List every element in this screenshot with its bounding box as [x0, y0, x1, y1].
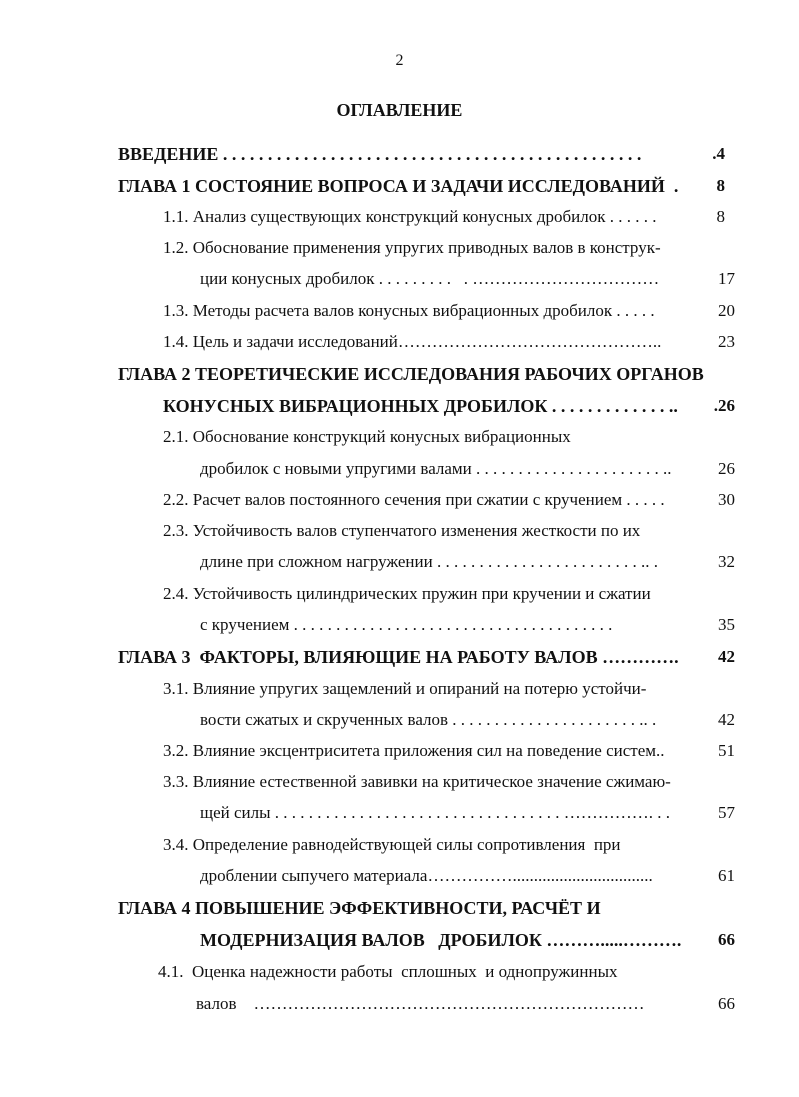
- toc-intro-page: .4: [712, 144, 725, 163]
- toc-section-4-1-line1: 4.1. Оценка надежности работы сплошных и однопружинных: [158, 962, 618, 981]
- toc-section-2-3-line2: длине при сложном нагружении . . . . . . . . . . . . . . . . . . . . . . . . .. .: [200, 552, 658, 571]
- toc-section-1-4-page: 23: [718, 332, 735, 351]
- toc-intro: ВВЕДЕНИЕ . . . . . . . . . . . . . . . . . . . . . . . . . . . . . . . . . . . . . . . . . . . . . . .: [118, 144, 642, 164]
- toc-section-3-4-line2: дроблении сыпучего материала…………….................................: [200, 866, 653, 885]
- toc-chapter-4-line2: МОДЕРНИЗАЦИЯ ВАЛОВ ДРОБИЛОК ……….....……….: [200, 930, 682, 950]
- toc-section-3-1-page: 42: [718, 710, 735, 729]
- toc-section-3-3-line2: щей силы . . . . . . . . . . . . . . . . . . . . . . . . . . . . . . . . . . ……………. . .: [200, 803, 671, 822]
- toc-section-2-4-page: 35: [718, 615, 735, 634]
- toc-chapter-1: ГЛАВА 1 СОСТОЯНИЕ ВОПРОСА И ЗАДАЧИ ИССЛЕДОВАНИЙ .: [118, 176, 679, 196]
- page-number: 2: [395, 52, 404, 69]
- toc-chapter-2-page: .26: [713, 396, 735, 415]
- toc-section-3-1-line1: 3.1. Влияние упругих защемлений и опираний на потерю устойчи-: [163, 679, 647, 698]
- toc-section-2-3-page: 32: [718, 552, 735, 571]
- toc-section-1-2-page: 17: [718, 269, 735, 288]
- toc-section-2-2: 2.2. Расчет валов постоянного сечения при сжатии с кручением . . . . .: [163, 490, 665, 509]
- toc-section-3-2-page: 51: [718, 741, 735, 760]
- toc-section-2-1-line1: 2.1. Обоснование конструкций конусных вибрационных: [163, 427, 571, 446]
- toc-section-3-2: 3.2. Влияние эксцентриситета приложения сил на поведение систем..: [163, 741, 665, 760]
- toc-section-2-3-line1: 2.3. Устойчивость валов ступенчатого изменения жесткости по их: [163, 521, 641, 540]
- toc-chapter-3: ГЛАВА 3 ФАКТОРЫ, ВЛИЯЮЩИЕ НА РАБОТУ ВАЛОВ ………….: [118, 647, 679, 667]
- toc-section-2-2-page: 30: [718, 490, 735, 509]
- page-title: ОГЛАВЛЕНИЕ: [336, 100, 463, 120]
- toc-section-3-3-line1: 3.3. Влияние естественной завивки на критическое значение сжимаю-: [163, 772, 671, 791]
- toc-section-2-1-page: 26: [718, 459, 735, 478]
- toc-section-2-4-line2: с кручением . . . . . . . . . . . . . . . . . . . . . . . . . . . . . . . . . . . . . .: [200, 615, 613, 634]
- toc-chapter-4-page: 66: [718, 930, 735, 949]
- toc-section-4-1-page: 66: [718, 994, 735, 1013]
- toc-section-1-2-line2: ции конусных дробилок . . . . . . . . . . ……………………………: [200, 269, 660, 288]
- toc-section-2-4-line1: 2.4. Устойчивость цилиндрических пружин при кручении и сжатии: [163, 584, 651, 603]
- toc-section-3-1-line2: вости сжатых и скрученных валов . . . . . . . . . . . . . . . . . . . . . . .. .: [200, 710, 657, 729]
- toc-section-1-3: 1.3. Методы расчета валов конусных вибрационных дробилок . . . . .: [163, 301, 655, 320]
- toc-section-1-2-line1: 1.2. Обоснование применения упругих приводных валов в конструк-: [163, 238, 661, 257]
- toc-section-4-1-line2: валов ……………………………………………………………: [196, 994, 645, 1013]
- toc-section-3-3-page: 57: [718, 803, 735, 822]
- toc-section-1-1: 1.1. Анализ существующих конструкций конусных дробилок . . . . . .: [163, 207, 657, 226]
- toc-chapter-2-line1: ГЛАВА 2 ТЕОРЕТИЧЕСКИЕ ИССЛЕДОВАНИЯ РАБОЧИХ ОРГАНОВ: [118, 364, 704, 384]
- toc-chapter-3-page: 42: [718, 647, 735, 666]
- toc-chapter-1-page: 8: [716, 176, 725, 195]
- toc-chapter-2-line2: КОНУСНЫХ ВИБРАЦИОННЫХ ДРОБИЛОК . . . . . . . . . . . . . ..: [163, 396, 678, 416]
- toc-section-2-1-line2: дробилок с новыми упругими валами . . . . . . . . . . . . . . . . . . . . . . ..: [200, 459, 672, 478]
- toc-section-1-3-page: 20: [718, 301, 735, 320]
- toc-section-3-4-page: 61: [718, 866, 735, 885]
- toc-section-1-1-page: 8: [716, 207, 725, 226]
- toc-section-3-4-line1: 3.4. Определение равнодействующей силы сопротивления при: [163, 835, 621, 854]
- toc-section-1-4: 1.4. Цель и задачи исследований………………………………………..: [163, 332, 662, 351]
- toc-chapter-4-line1: ГЛАВА 4 ПОВЫШЕНИЕ ЭФФЕКТИВНОСТИ, РАСЧЁТ И: [118, 898, 601, 918]
